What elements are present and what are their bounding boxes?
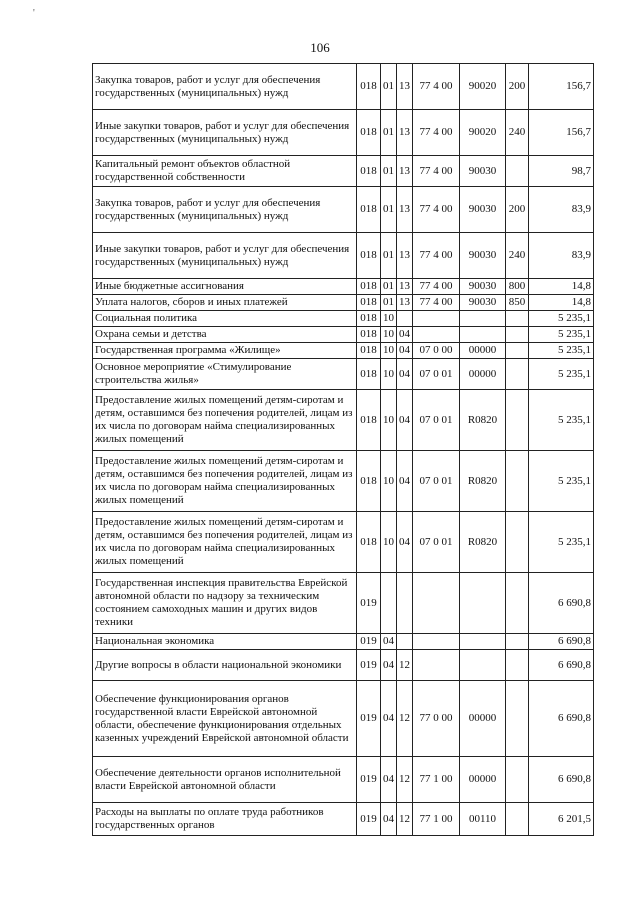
direction-code: 90020: [460, 110, 506, 156]
direction-code: [460, 634, 506, 650]
subsection-code: 13: [397, 187, 413, 233]
program-code: 77 1 00: [413, 803, 460, 836]
expense-type-code: [506, 451, 529, 512]
subsection-code: 12: [397, 681, 413, 757]
direction-code: 90030: [460, 156, 506, 187]
grbs-code: 019: [357, 650, 381, 681]
amount: 156,7: [529, 110, 594, 156]
expense-name: Иные закупки товаров, работ и услуг для обеспечения государственных (муниципальных) нужд: [93, 110, 357, 156]
section-code: [381, 573, 397, 634]
direction-code: 00000: [460, 681, 506, 757]
amount: 14,8: [529, 295, 594, 311]
grbs-code: 019: [357, 634, 381, 650]
program-code: [413, 327, 460, 343]
grbs-code: 018: [357, 279, 381, 295]
section-code: 10: [381, 327, 397, 343]
expense-name: Предоставление жилых помещений детям-сиротам и детям, оставшимся без попечения родителей, лицам из их числа по договорам найма специализированных жилых помещений: [93, 390, 357, 451]
table-row: [93, 650, 594, 681]
table-row: [93, 390, 594, 451]
table-row: [93, 803, 594, 836]
budget-table: [92, 63, 594, 836]
expense-type-code: 800: [506, 279, 529, 295]
program-code: [413, 634, 460, 650]
subsection-code: [397, 311, 413, 327]
amount: 5 235,1: [529, 359, 594, 390]
subsection-code: 04: [397, 512, 413, 573]
program-code: 07 0 01: [413, 451, 460, 512]
subsection-code: 13: [397, 279, 413, 295]
section-code: 10: [381, 359, 397, 390]
amount: 6 690,8: [529, 681, 594, 757]
table-row: [93, 451, 594, 512]
table-row: [93, 279, 594, 295]
direction-code: 00000: [460, 757, 506, 803]
table-row: [93, 359, 594, 390]
direction-code: 00000: [460, 359, 506, 390]
table-row: [93, 343, 594, 359]
expense-name: Охрана семьи и детства: [93, 327, 357, 343]
amount: 5 235,1: [529, 311, 594, 327]
grbs-code: 018: [357, 187, 381, 233]
amount: 156,7: [529, 64, 594, 110]
amount: 6 690,8: [529, 757, 594, 803]
grbs-code: 018: [357, 390, 381, 451]
subsection-code: 04: [397, 390, 413, 451]
subsection-code: 13: [397, 156, 413, 187]
expense-name: Обеспечение деятельности органов исполнительной власти Еврейской автономной области: [93, 757, 357, 803]
page-number: 106: [310, 40, 330, 55]
direction-code: R0820: [460, 512, 506, 573]
expense-name: Обеспечение функционирования органов государственной власти Еврейской автономной области, обеспечение функционирования отдельных казенных учреждений Еврейской автономной области: [93, 681, 357, 757]
expense-name: Иные бюджетные ассигнования: [93, 279, 357, 295]
table-row: [93, 187, 594, 233]
grbs-code: 018: [357, 64, 381, 110]
expense-name: Социальная политика: [93, 311, 357, 327]
program-code: 77 0 00: [413, 681, 460, 757]
table-row: [93, 311, 594, 327]
amount: 6 690,8: [529, 650, 594, 681]
subsection-code: 04: [397, 359, 413, 390]
expense-type-code: [506, 359, 529, 390]
program-code: 77 4 00: [413, 295, 460, 311]
grbs-code: 018: [357, 295, 381, 311]
grbs-code: 018: [357, 110, 381, 156]
table-row: [93, 757, 594, 803]
expense-type-code: [506, 573, 529, 634]
expense-name: Закупка товаров, работ и услуг для обеспечения государственных (муниципальных) нужд: [93, 64, 357, 110]
expense-name: Капитальный ремонт объектов областной государственной собственности: [93, 156, 357, 187]
subsection-code: 04: [397, 327, 413, 343]
table-row: [93, 573, 594, 634]
section-code: 04: [381, 681, 397, 757]
direction-code: 90030: [460, 295, 506, 311]
section-code: 01: [381, 187, 397, 233]
table-row: [93, 512, 594, 573]
amount: 5 235,1: [529, 327, 594, 343]
direction-code: 90030: [460, 279, 506, 295]
section-code: 01: [381, 110, 397, 156]
direction-code: R0820: [460, 451, 506, 512]
expense-type-code: [506, 343, 529, 359]
amount: 83,9: [529, 187, 594, 233]
direction-code: 00110: [460, 803, 506, 836]
expense-type-code: [506, 390, 529, 451]
grbs-code: 018: [357, 343, 381, 359]
amount: 5 235,1: [529, 343, 594, 359]
section-code: 10: [381, 390, 397, 451]
amount: 6 201,5: [529, 803, 594, 836]
grbs-code: 018: [357, 327, 381, 343]
section-code: 01: [381, 64, 397, 110]
program-code: [413, 573, 460, 634]
section-code: 04: [381, 650, 397, 681]
program-code: 77 1 00: [413, 757, 460, 803]
section-code: 10: [381, 451, 397, 512]
subsection-code: 13: [397, 295, 413, 311]
expense-type-code: [506, 327, 529, 343]
amount: 5 235,1: [529, 390, 594, 451]
section-code: 10: [381, 343, 397, 359]
grbs-code: 019: [357, 681, 381, 757]
grbs-code: 018: [357, 156, 381, 187]
grbs-code: 019: [357, 757, 381, 803]
subsection-code: [397, 573, 413, 634]
expense-type-code: [506, 512, 529, 573]
program-code: 07 0 00: [413, 343, 460, 359]
direction-code: [460, 650, 506, 681]
section-code: 01: [381, 279, 397, 295]
expense-type-code: 200: [506, 64, 529, 110]
program-code: 77 4 00: [413, 110, 460, 156]
section-code: 01: [381, 233, 397, 279]
grbs-code: 018: [357, 451, 381, 512]
subsection-code: 13: [397, 64, 413, 110]
expense-type-code: 850: [506, 295, 529, 311]
expense-type-code: [506, 156, 529, 187]
direction-code: R0820: [460, 390, 506, 451]
expense-name: Национальная экономика: [93, 634, 357, 650]
expense-type-code: 240: [506, 233, 529, 279]
expense-name: Предоставление жилых помещений детям-сиротам и детям, оставшимся без попечения родителей, лицам из их числа по договорам найма специализированных жилых помещений: [93, 512, 357, 573]
direction-code: [460, 311, 506, 327]
direction-code: 90030: [460, 233, 506, 279]
program-code: [413, 650, 460, 681]
scan-mark: ': [33, 8, 35, 19]
table-row: [93, 634, 594, 650]
subsection-code: 04: [397, 451, 413, 512]
expense-type-code: [506, 803, 529, 836]
grbs-code: 018: [357, 233, 381, 279]
expense-type-code: [506, 311, 529, 327]
amount: 6 690,8: [529, 573, 594, 634]
subsection-code: 12: [397, 650, 413, 681]
amount: 5 235,1: [529, 512, 594, 573]
amount: 5 235,1: [529, 451, 594, 512]
amount: 98,7: [529, 156, 594, 187]
table-row: [93, 64, 594, 110]
expense-name: Предоставление жилых помещений детям-сиротам и детям, оставшимся без попечения родителей, лицам из их числа по договорам найма специализированных жилых помещений: [93, 451, 357, 512]
section-code: 10: [381, 512, 397, 573]
expense-name: Иные закупки товаров, работ и услуг для обеспечения государственных (муниципальных) нужд: [93, 233, 357, 279]
expense-type-code: [506, 634, 529, 650]
amount: 83,9: [529, 233, 594, 279]
subsection-code: 13: [397, 233, 413, 279]
program-code: 07 0 01: [413, 359, 460, 390]
direction-code: 00000: [460, 343, 506, 359]
table-row: [93, 327, 594, 343]
expense-name: Государственная программа «Жилище»: [93, 343, 357, 359]
subsection-code: 12: [397, 757, 413, 803]
table-row: [93, 233, 594, 279]
subsection-code: 12: [397, 803, 413, 836]
program-code: 77 4 00: [413, 156, 460, 187]
expense-type-code: 200: [506, 187, 529, 233]
expense-type-code: [506, 650, 529, 681]
table-row: [93, 110, 594, 156]
table-row: [93, 681, 594, 757]
direction-code: [460, 573, 506, 634]
expense-name: Государственная инспекция правительства Еврейской автономной области по надзору за техническим состоянием самоходных машин и других видов техники: [93, 573, 357, 634]
expense-name: Другие вопросы в области национальной экономики: [93, 650, 357, 681]
program-code: 77 4 00: [413, 279, 460, 295]
program-code: [413, 311, 460, 327]
grbs-code: 018: [357, 311, 381, 327]
subsection-code: 04: [397, 343, 413, 359]
program-code: 77 4 00: [413, 187, 460, 233]
subsection-code: 13: [397, 110, 413, 156]
grbs-code: 018: [357, 512, 381, 573]
expense-name: Закупка товаров, работ и услуг для обеспечения государственных (муниципальных) нужд: [93, 187, 357, 233]
direction-code: [460, 327, 506, 343]
grbs-code: 018: [357, 359, 381, 390]
section-code: 04: [381, 634, 397, 650]
program-code: 77 4 00: [413, 64, 460, 110]
section-code: 01: [381, 295, 397, 311]
subsection-code: [397, 634, 413, 650]
expense-name: Уплата налогов, сборов и иных платежей: [93, 295, 357, 311]
expense-name: Основное мероприятие «Стимулирование строительства жилья»: [93, 359, 357, 390]
direction-code: 90030: [460, 187, 506, 233]
program-code: 77 4 00: [413, 233, 460, 279]
section-code: 04: [381, 803, 397, 836]
amount: 14,8: [529, 279, 594, 295]
table-row: [93, 295, 594, 311]
program-code: 07 0 01: [413, 512, 460, 573]
section-code: 04: [381, 757, 397, 803]
grbs-code: 019: [357, 573, 381, 634]
amount: 6 690,8: [529, 634, 594, 650]
table-row: [93, 156, 594, 187]
grbs-code: 019: [357, 803, 381, 836]
section-code: 01: [381, 156, 397, 187]
expense-type-code: 240: [506, 110, 529, 156]
direction-code: 90020: [460, 64, 506, 110]
expense-name: Расходы на выплаты по оплате труда работников государственных органов: [93, 803, 357, 836]
expense-type-code: [506, 757, 529, 803]
section-code: 10: [381, 311, 397, 327]
expense-type-code: [506, 681, 529, 757]
program-code: 07 0 01: [413, 390, 460, 451]
